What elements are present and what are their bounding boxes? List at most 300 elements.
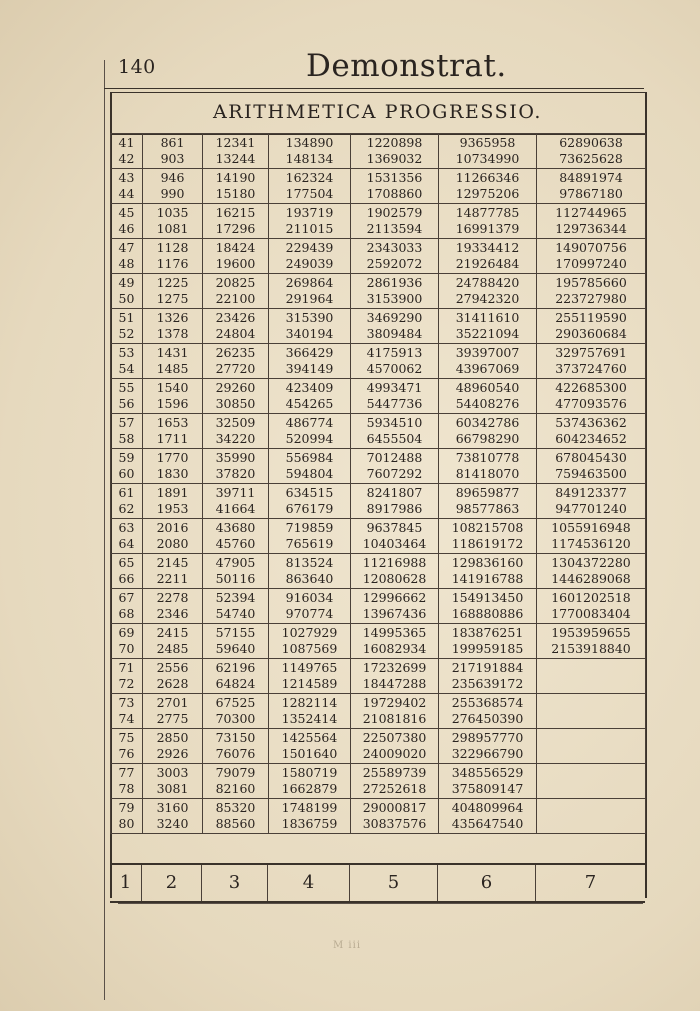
table-cell bbox=[537, 239, 646, 274]
cell-value: 20825 bbox=[215, 275, 256, 290]
cell-value: 1275 bbox=[156, 291, 189, 306]
cell-value: 19729402 bbox=[362, 695, 427, 710]
cell-value: 41664 bbox=[215, 501, 256, 516]
table-cell bbox=[269, 379, 351, 414]
cell-value: 2592072 bbox=[366, 256, 423, 271]
table-cell bbox=[143, 134, 203, 169]
cell-value: 60 bbox=[118, 466, 135, 481]
cell-value: 27720 bbox=[215, 361, 256, 376]
table-cell bbox=[143, 694, 203, 729]
cell-value: 861 bbox=[160, 135, 185, 150]
cell-value: 73625628 bbox=[559, 151, 623, 166]
table-cell bbox=[143, 204, 203, 239]
page-header bbox=[118, 48, 643, 88]
table-cell bbox=[351, 554, 439, 589]
signature-mark: M iii bbox=[333, 940, 362, 951]
cell-value: 946 bbox=[160, 170, 185, 185]
table-cell bbox=[351, 659, 439, 694]
cell-value: 2861936 bbox=[366, 275, 423, 290]
cell-value: 89659877 bbox=[455, 485, 520, 500]
cell-value: 1214589 bbox=[281, 676, 338, 691]
cell-value: 60342786 bbox=[455, 415, 520, 430]
cell-value: 67525 bbox=[215, 695, 256, 710]
table-cell bbox=[111, 169, 143, 204]
table-caption: ARITHMETICA PROGRESSIO. bbox=[212, 101, 543, 123]
table-cell bbox=[143, 624, 203, 659]
table-cell bbox=[203, 764, 269, 799]
table-cell bbox=[351, 379, 439, 414]
cell-value: 62 bbox=[118, 501, 135, 516]
table-row bbox=[111, 239, 646, 274]
cell-value: 1055916948 bbox=[551, 520, 631, 535]
cell-value: 1836759 bbox=[281, 816, 338, 831]
margin-rule bbox=[104, 60, 105, 1000]
cell-value: 43680 bbox=[215, 520, 256, 535]
cell-value: 477093576 bbox=[555, 396, 627, 411]
page-number: 140 bbox=[118, 56, 156, 78]
cell-value: 1081 bbox=[156, 221, 189, 236]
cell-value: 4570062 bbox=[366, 361, 423, 376]
column-number: 3 bbox=[202, 865, 268, 901]
table-cell bbox=[111, 379, 143, 414]
cell-value: 46 bbox=[118, 221, 135, 236]
table-cell bbox=[351, 414, 439, 449]
cell-value: 78 bbox=[118, 781, 135, 796]
cell-value: 82160 bbox=[215, 781, 256, 796]
cell-value: 79079 bbox=[215, 765, 256, 780]
cell-value: 168880886 bbox=[451, 606, 524, 621]
cell-value: 118619172 bbox=[451, 536, 524, 551]
table-cell bbox=[537, 309, 646, 344]
cell-value: 154913450 bbox=[451, 590, 524, 605]
cell-value: 5934510 bbox=[366, 415, 423, 430]
cell-value: 84891974 bbox=[559, 170, 623, 185]
table-cell bbox=[203, 134, 269, 169]
cell-value: 35221094 bbox=[455, 326, 520, 341]
cell-value: 45760 bbox=[215, 536, 256, 551]
table-cell bbox=[351, 694, 439, 729]
table-cell bbox=[143, 309, 203, 344]
cell-value: 32509 bbox=[215, 415, 256, 430]
table-cell bbox=[269, 764, 351, 799]
cell-value: 30850 bbox=[215, 396, 256, 411]
cell-value: 31411610 bbox=[455, 310, 520, 325]
cell-value: 54740 bbox=[215, 606, 256, 621]
cell-value: 19600 bbox=[215, 256, 256, 271]
cell-value: 34220 bbox=[215, 431, 256, 446]
cell-value: 759463500 bbox=[555, 466, 627, 481]
cell-value: 594804 bbox=[285, 466, 334, 481]
cell-value: 97867180 bbox=[559, 186, 623, 201]
progression-table bbox=[110, 133, 646, 834]
cell-value: 73150 bbox=[215, 730, 256, 745]
cell-value: 2145 bbox=[156, 555, 189, 570]
cell-value: 2016 bbox=[156, 520, 189, 535]
table-cell bbox=[537, 589, 646, 624]
cell-value: 64 bbox=[118, 536, 135, 551]
table-cell bbox=[351, 519, 439, 554]
table-cell bbox=[111, 764, 143, 799]
table-cell bbox=[269, 659, 351, 694]
cell-value: 53 bbox=[118, 345, 135, 360]
table-row bbox=[111, 624, 646, 659]
cell-value: 454265 bbox=[285, 396, 334, 411]
cell-value: 1708860 bbox=[366, 186, 423, 201]
table-cell bbox=[203, 694, 269, 729]
table-cell bbox=[203, 379, 269, 414]
cell-value: 88560 bbox=[215, 816, 256, 831]
cell-value: 129736344 bbox=[555, 221, 627, 236]
cell-value: 18424 bbox=[215, 240, 256, 255]
cell-value: 990 bbox=[160, 186, 185, 201]
cell-value: 235639172 bbox=[451, 676, 524, 691]
table-cell bbox=[111, 799, 143, 834]
table-cell bbox=[537, 204, 646, 239]
table-row bbox=[111, 484, 646, 519]
table-cell bbox=[537, 729, 646, 764]
cell-value: 1352414 bbox=[281, 711, 338, 726]
cell-value: 903 bbox=[160, 151, 185, 166]
table-cell bbox=[111, 519, 143, 554]
table-cell bbox=[439, 519, 537, 554]
cell-value: 9365958 bbox=[459, 135, 516, 150]
cell-value: 340194 bbox=[285, 326, 334, 341]
table-cell bbox=[351, 589, 439, 624]
cell-value: 366429 bbox=[285, 345, 334, 360]
cell-value: 35990 bbox=[215, 450, 256, 465]
cell-value: 79 bbox=[118, 800, 135, 815]
cell-value: 2211 bbox=[156, 571, 189, 586]
table-cell bbox=[537, 484, 646, 519]
table-cell bbox=[537, 554, 646, 589]
table-cell bbox=[439, 589, 537, 624]
table-cell bbox=[203, 449, 269, 484]
table-cell bbox=[143, 764, 203, 799]
table-cell bbox=[203, 554, 269, 589]
cell-value: 537436362 bbox=[555, 415, 627, 430]
cell-value: 13967436 bbox=[362, 606, 427, 621]
cell-value: 64824 bbox=[215, 676, 256, 691]
table-cell bbox=[203, 659, 269, 694]
table-row bbox=[111, 554, 646, 589]
cell-value: 18447288 bbox=[362, 676, 427, 691]
table-cell bbox=[439, 729, 537, 764]
cell-value: 8241807 bbox=[366, 485, 423, 500]
cell-value: 520994 bbox=[285, 431, 334, 446]
cell-value: 3469290 bbox=[366, 310, 423, 325]
cell-value: 849123377 bbox=[555, 485, 627, 500]
table-cell bbox=[143, 414, 203, 449]
table-cell bbox=[439, 379, 537, 414]
cell-value: 50 bbox=[118, 291, 135, 306]
table-row bbox=[111, 694, 646, 729]
table-cell bbox=[537, 344, 646, 379]
cell-value: 14190 bbox=[215, 170, 256, 185]
cell-value: 17296 bbox=[215, 221, 256, 236]
table-cell bbox=[537, 694, 646, 729]
cell-value: 1711 bbox=[156, 431, 189, 446]
table-cell bbox=[351, 764, 439, 799]
table-row bbox=[111, 274, 646, 309]
cell-value: 162324 bbox=[285, 170, 334, 185]
cell-value: 1446289068 bbox=[551, 571, 631, 586]
column-number: 6 bbox=[438, 865, 536, 901]
table-cell bbox=[439, 134, 537, 169]
table-cell bbox=[537, 134, 646, 169]
table-cell bbox=[269, 729, 351, 764]
table-cell bbox=[351, 449, 439, 484]
table-cell bbox=[351, 484, 439, 519]
table-cell bbox=[111, 449, 143, 484]
table-cell bbox=[537, 169, 646, 204]
table-cell bbox=[143, 484, 203, 519]
table-cell bbox=[111, 729, 143, 764]
cell-value: 58 bbox=[118, 431, 135, 446]
table-cell bbox=[439, 414, 537, 449]
cell-value: 41 bbox=[118, 135, 135, 150]
table-cell bbox=[111, 554, 143, 589]
table-cell bbox=[439, 624, 537, 659]
table-cell bbox=[537, 764, 646, 799]
table-cell bbox=[143, 799, 203, 834]
cell-value: 1580719 bbox=[281, 765, 338, 780]
cell-value: 269864 bbox=[285, 275, 334, 290]
cell-value: 76 bbox=[118, 746, 135, 761]
cell-value: 12080628 bbox=[362, 571, 427, 586]
column-number-row bbox=[110, 863, 645, 903]
cell-value: 1770083404 bbox=[551, 606, 631, 621]
cell-value: 69 bbox=[118, 625, 135, 640]
cell-value: 12341 bbox=[215, 135, 256, 150]
cell-value: 65 bbox=[118, 555, 135, 570]
table-cell bbox=[439, 344, 537, 379]
cell-value: 2415 bbox=[156, 625, 189, 640]
cell-value: 348556529 bbox=[451, 765, 524, 780]
table-row bbox=[111, 589, 646, 624]
cell-value: 1378 bbox=[156, 326, 189, 341]
table-row bbox=[111, 764, 646, 799]
table-cell bbox=[351, 799, 439, 834]
cell-value: 9637845 bbox=[366, 520, 423, 535]
cell-value: 98577863 bbox=[455, 501, 520, 516]
bottom-rule bbox=[118, 903, 643, 904]
cell-value: 6455504 bbox=[366, 431, 423, 446]
cell-value: 5447736 bbox=[366, 396, 423, 411]
cell-value: 73810778 bbox=[455, 450, 520, 465]
table-cell bbox=[269, 519, 351, 554]
cell-value: 73 bbox=[118, 695, 135, 710]
cell-value: 3809484 bbox=[366, 326, 423, 341]
cell-value: 39711 bbox=[215, 485, 256, 500]
cell-value: 55 bbox=[118, 380, 135, 395]
cell-value: 2113594 bbox=[366, 221, 423, 236]
table-cell bbox=[439, 554, 537, 589]
cell-value: 76076 bbox=[215, 746, 256, 761]
cell-value: 4175913 bbox=[366, 345, 423, 360]
column-number: 5 bbox=[350, 865, 438, 901]
cell-value: 66 bbox=[118, 571, 135, 586]
cell-value: 3160 bbox=[156, 800, 189, 815]
table-row bbox=[111, 659, 646, 694]
table-cell bbox=[351, 169, 439, 204]
cell-value: 1149765 bbox=[281, 660, 338, 675]
cell-value: 3081 bbox=[156, 781, 189, 796]
cell-value: 1653 bbox=[156, 415, 189, 430]
table-cell bbox=[111, 344, 143, 379]
cell-value: 22100 bbox=[215, 291, 256, 306]
cell-value: 13244 bbox=[215, 151, 256, 166]
table-cell bbox=[203, 344, 269, 379]
cell-value: 291964 bbox=[285, 291, 334, 306]
table-cell bbox=[269, 309, 351, 344]
cell-value: 947701240 bbox=[555, 501, 627, 516]
cell-value: 30837576 bbox=[362, 816, 427, 831]
cell-value: 1601202518 bbox=[551, 590, 631, 605]
table-cell bbox=[351, 239, 439, 274]
table-cell bbox=[269, 274, 351, 309]
cell-value: 7607292 bbox=[366, 466, 423, 481]
cell-value: 1425564 bbox=[281, 730, 338, 745]
cell-value: 1087569 bbox=[281, 641, 338, 656]
table-cell bbox=[439, 799, 537, 834]
table-cell bbox=[439, 764, 537, 799]
cell-value: 24009020 bbox=[362, 746, 427, 761]
table-cell bbox=[439, 169, 537, 204]
cell-value: 863640 bbox=[285, 571, 334, 586]
cell-value: 12996662 bbox=[362, 590, 427, 605]
cell-value: 1485 bbox=[156, 361, 189, 376]
table-cell bbox=[269, 134, 351, 169]
table-cell bbox=[439, 694, 537, 729]
cell-value: 322966790 bbox=[451, 746, 524, 761]
table-cell bbox=[351, 344, 439, 379]
table-cell bbox=[269, 169, 351, 204]
cell-value: 67 bbox=[118, 590, 135, 605]
table-cell bbox=[269, 414, 351, 449]
cell-value: 1830 bbox=[156, 466, 189, 481]
cell-value: 556984 bbox=[285, 450, 334, 465]
cell-value: 1326 bbox=[156, 310, 189, 325]
table-cell bbox=[143, 169, 203, 204]
cell-value: 29260 bbox=[215, 380, 256, 395]
table-cell bbox=[269, 554, 351, 589]
cell-value: 1501640 bbox=[281, 746, 338, 761]
table-cell bbox=[537, 519, 646, 554]
cell-value: 54408276 bbox=[455, 396, 520, 411]
cell-value: 719859 bbox=[285, 520, 334, 535]
cell-value: 1035 bbox=[156, 205, 189, 220]
cell-value: 71 bbox=[118, 660, 135, 675]
cell-value: 4993471 bbox=[366, 380, 423, 395]
cell-value: 54 bbox=[118, 361, 135, 376]
table-row bbox=[111, 519, 646, 554]
table-cell bbox=[439, 449, 537, 484]
cell-value: 61 bbox=[118, 485, 135, 500]
table-cell bbox=[351, 309, 439, 344]
cell-value: 1220898 bbox=[366, 135, 423, 150]
cell-value: 435647540 bbox=[451, 816, 524, 831]
cell-value: 21081816 bbox=[362, 711, 427, 726]
cell-value: 2926 bbox=[156, 746, 189, 761]
table-cell bbox=[351, 624, 439, 659]
cell-value: 48960540 bbox=[455, 380, 520, 395]
table-row bbox=[111, 309, 646, 344]
table-cell bbox=[269, 624, 351, 659]
table-cell bbox=[351, 274, 439, 309]
cell-value: 80 bbox=[118, 816, 135, 831]
cell-value: 183876251 bbox=[451, 625, 524, 640]
table-cell bbox=[111, 624, 143, 659]
table-caption-row bbox=[110, 92, 645, 135]
table-row bbox=[111, 134, 646, 169]
cell-value: 211015 bbox=[285, 221, 334, 236]
cell-value: 3003 bbox=[156, 765, 189, 780]
cell-value: 129836160 bbox=[451, 555, 524, 570]
cell-value: 21926484 bbox=[455, 256, 520, 271]
table-cell bbox=[111, 309, 143, 344]
cell-value: 404809964 bbox=[451, 800, 524, 815]
cell-value: 2628 bbox=[156, 676, 189, 691]
cell-value: 177504 bbox=[285, 186, 334, 201]
table-cell bbox=[203, 239, 269, 274]
table-cell bbox=[143, 554, 203, 589]
table-cell bbox=[203, 204, 269, 239]
table-cell bbox=[203, 589, 269, 624]
cell-value: 134890 bbox=[285, 135, 334, 150]
cell-value: 49 bbox=[118, 275, 135, 290]
cell-value: 1174536120 bbox=[551, 536, 631, 551]
table-row bbox=[111, 204, 646, 239]
table-cell bbox=[203, 274, 269, 309]
cell-value: 2701 bbox=[156, 695, 189, 710]
cell-value: 77 bbox=[118, 765, 135, 780]
cell-value: 59640 bbox=[215, 641, 256, 656]
cell-value: 394149 bbox=[285, 361, 334, 376]
cell-value: 199959185 bbox=[451, 641, 524, 656]
cell-value: 423409 bbox=[285, 380, 334, 395]
running-title: Demonstrat. bbox=[306, 48, 507, 84]
cell-value: 81418070 bbox=[455, 466, 520, 481]
cell-value: 75 bbox=[118, 730, 135, 745]
cell-value: 2153918840 bbox=[551, 641, 631, 656]
table-cell bbox=[537, 449, 646, 484]
cell-value: 1369032 bbox=[366, 151, 423, 166]
table-cell bbox=[537, 379, 646, 414]
cell-value: 604234652 bbox=[555, 431, 627, 446]
cell-value: 1176 bbox=[156, 256, 189, 271]
cell-value: 27942320 bbox=[455, 291, 520, 306]
cell-value: 27252618 bbox=[362, 781, 427, 796]
cell-value: 1953959655 bbox=[551, 625, 631, 640]
table-cell bbox=[537, 274, 646, 309]
cell-value: 375809147 bbox=[451, 781, 524, 796]
cell-value: 57155 bbox=[215, 625, 256, 640]
cell-value: 315390 bbox=[285, 310, 334, 325]
table-row bbox=[111, 169, 646, 204]
table-row bbox=[111, 379, 646, 414]
table-cell bbox=[111, 134, 143, 169]
cell-value: 25589739 bbox=[362, 765, 427, 780]
cell-value: 10734990 bbox=[455, 151, 520, 166]
cell-value: 10403464 bbox=[362, 536, 427, 551]
cell-value: 1128 bbox=[156, 240, 189, 255]
cell-value: 24804 bbox=[215, 326, 256, 341]
cell-value: 2556 bbox=[156, 660, 189, 675]
table-cell bbox=[537, 659, 646, 694]
cell-value: 16991379 bbox=[455, 221, 520, 236]
cell-value: 11216988 bbox=[362, 555, 427, 570]
cell-value: 422685300 bbox=[555, 380, 627, 395]
